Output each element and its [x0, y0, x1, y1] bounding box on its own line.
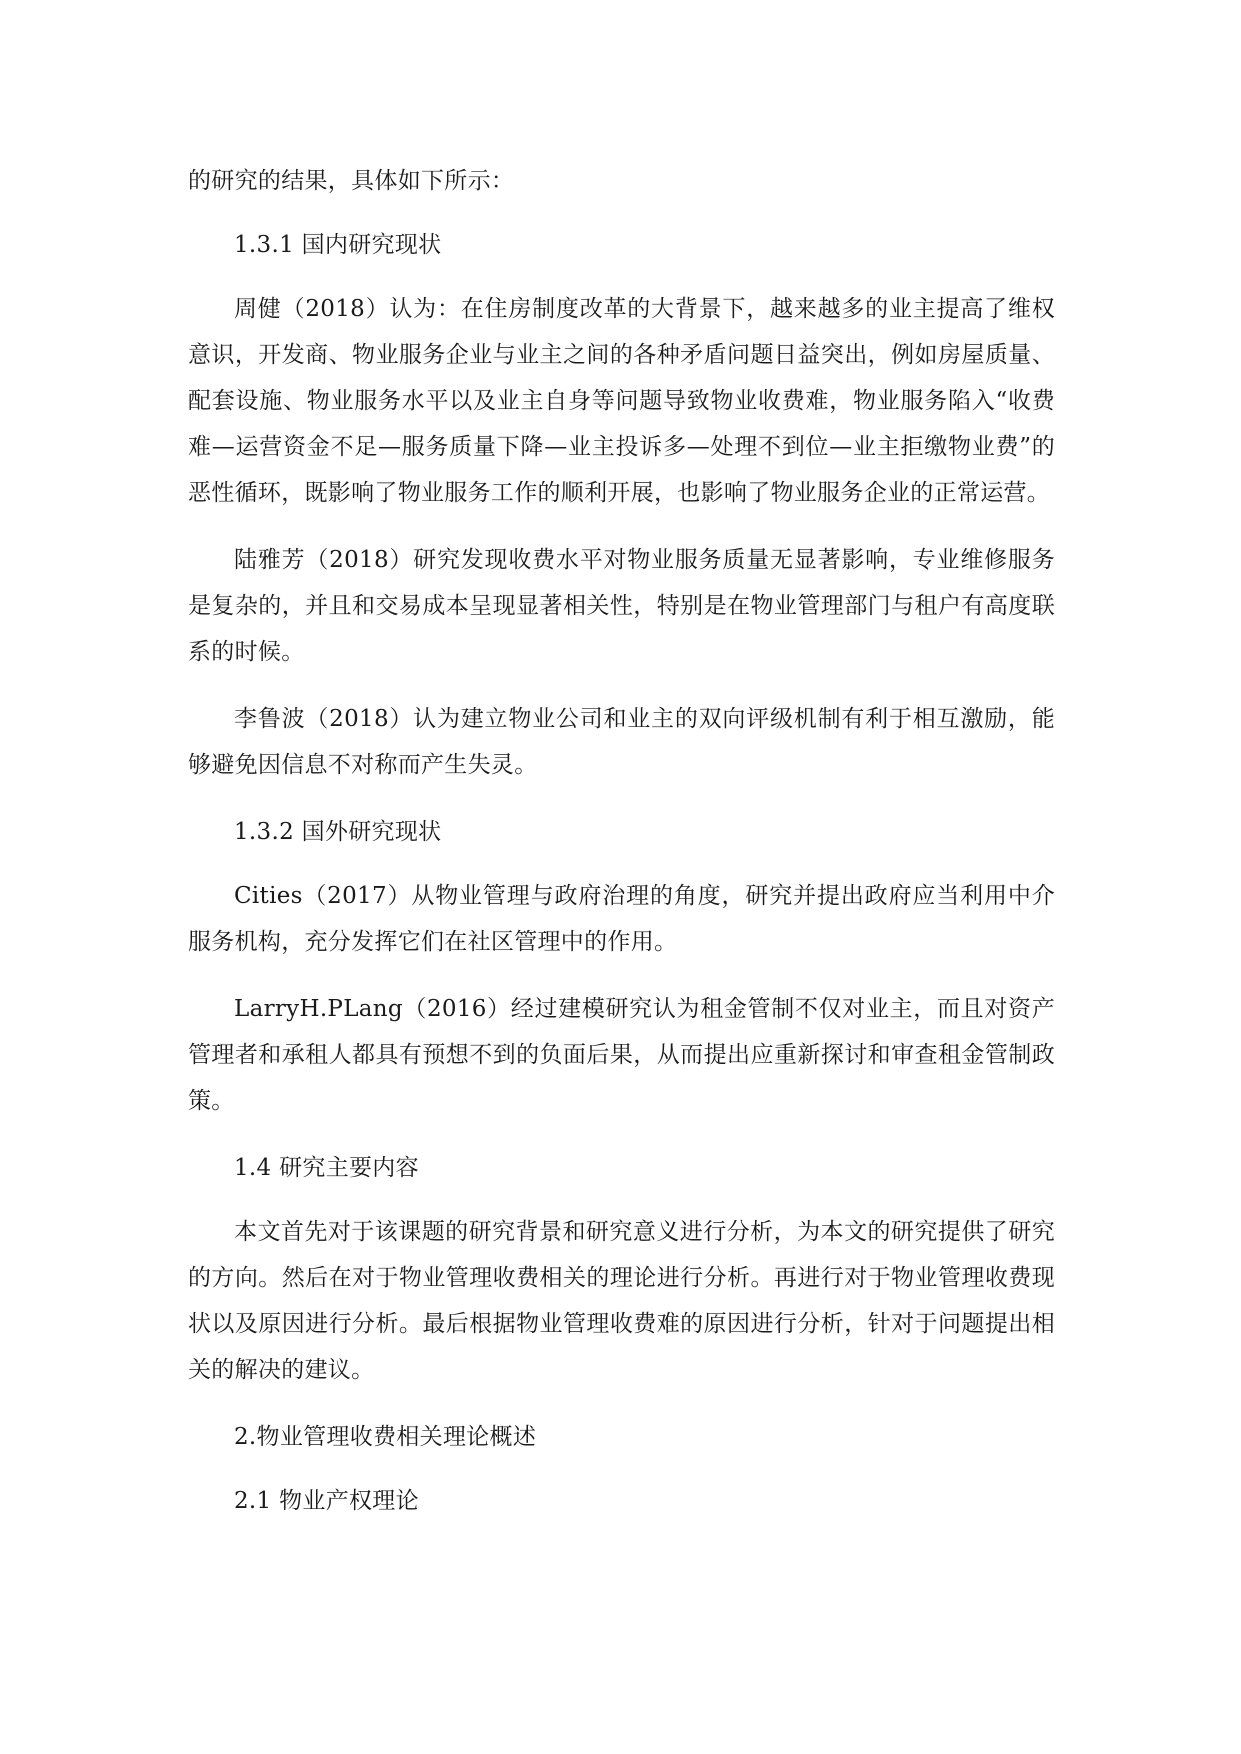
section-heading-1-3-1: 1.3.1 国内研究现状	[234, 232, 442, 258]
paragraph-cities: Cities（2017）从物业管理与政府治理的角度，研究并提出政府应当利用中介服务机构，充分发挥它们在社区管理中的作用。	[188, 883, 1055, 955]
section-heading-2: 2.物业管理收费相关理论概述	[234, 1424, 537, 1450]
paragraph-lang: LarryH.PLang（2016）经过建模研究认为租金管制不仅对业主，而且对资产管理者和承租人都具有预想不到的负面后果，从而提出应重新探讨和审查租金管制政策。	[188, 996, 1055, 1114]
intro-line: 的研究的结果，具体如下所示：	[188, 168, 515, 194]
paragraph-lu: 陆雅芳（2018）研究发现收费水平对物业服务质量无显著影响，专业维修服务是复杂的，并且和交易成本呈现显著相关性，特别是在物业管理部门与租户有高度联系的时候。	[188, 547, 1055, 665]
section-heading-2-1: 2.1 物业产权理论	[234, 1488, 419, 1514]
paragraph-li: 李鲁波（2018）认为建立物业公司和业主的双向评级机制有利于相互激励，能够避免因信息不对称而产生失灵。	[188, 706, 1055, 778]
section-heading-1-4: 1.4 研究主要内容	[234, 1155, 419, 1181]
paragraph-content: 本文首先对于该课题的研究背景和研究意义进行分析，为本文的研究提供了研究的方向。然后在对于物业管理收费相关的理论进行分析。再进行对于物业管理收费现状以及原因进行分析。最后根据物业管理收费难的原因进行分析，针对于问题提出相关的解决的建议。	[188, 1219, 1055, 1383]
document-body	[188, 158, 1055, 1524]
paragraph-zhou: 周健（2018）认为：在住房制度改革的大背景下，越来越多的业主提高了维权意识，开发商、物业服务企业与业主之间的各种矛盾问题日益突出，例如房屋质量、配套设施、物业服务水平以及业主自身等问题导致物业收费难，物业服务陷入“收费难—运营资金不足—服务质量下降—业主投诉多—处理不到位—业主拒缴物业费”的恶性循环，既影响了物业服务工作的顺利开展，也影响了物业服务企业的正常运营。	[188, 296, 1055, 506]
section-heading-1-3-2: 1.3.2 国外研究现状	[234, 819, 442, 845]
